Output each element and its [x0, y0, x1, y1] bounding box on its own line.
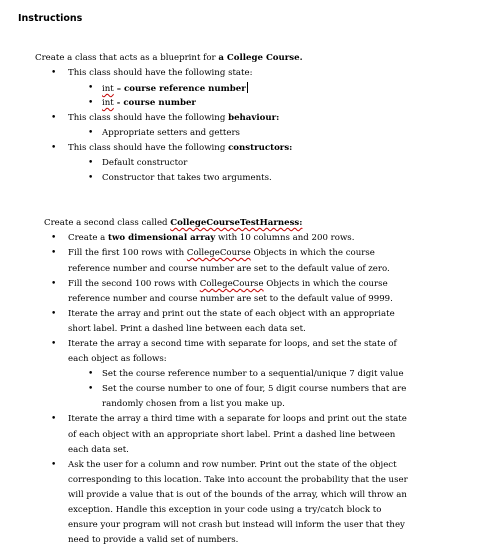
task-fill-second-line2: reference number and course number are set to the default value of 9999. — [68, 294, 393, 304]
bullet-icon: • — [51, 143, 57, 153]
bullet-icon: • — [51, 339, 57, 349]
bullet-icon: • — [88, 158, 94, 168]
task-fill-second-line1: Fill the second 100 rows with CollegeCourse Objects in which the course — [68, 279, 388, 289]
bullet-icon: • — [51, 233, 57, 243]
page-heading: Instructions — [18, 13, 83, 24]
bullet-icon: • — [88, 173, 94, 183]
task-iterate-set-line2: each object as follows: — [68, 354, 167, 364]
task-iterate-print-line1: Iterate the array and print out the state of each object with an appropriate — [68, 309, 395, 319]
bullet-icon: • — [51, 414, 57, 424]
task-create-array: Create a two dimensional array with 10 columns and 200 rows. — [68, 233, 355, 243]
text-cursor — [247, 82, 248, 93]
bullet-icon: • — [51, 460, 57, 470]
task-user-input-line2: corresponding to this location. Take into account the probability that the user — [68, 475, 408, 485]
behaviour-intro: This class should have the following behaviour: — [68, 113, 280, 123]
bullet-icon: • — [88, 384, 94, 394]
bullet-icon: • — [51, 113, 57, 123]
task-iterate-print-line2: short label. Print a dashed line between each data set. — [68, 324, 306, 334]
state-intro: This class should have the following state: — [68, 68, 253, 78]
task-user-input-line3: will provide a value that is out of the bounds of the array, which will throw an — [68, 490, 407, 500]
task-third-iteration-line3: each data set. — [68, 445, 129, 455]
subtask-ref-number: Set the course reference number to a sequential/unique 7 digit value — [102, 369, 404, 379]
bullet-icon: • — [88, 128, 94, 138]
behaviour-item: Appropriate setters and getters — [102, 128, 240, 138]
task-fill-first-line1: Fill the first 100 rows with CollegeCourse Objects in which the course — [68, 248, 375, 258]
bullet-icon: • — [51, 248, 57, 258]
subtask-course-number-line2: randomly chosen from a list you make up. — [102, 399, 285, 409]
class2-intro: Create a second class called CollegeCourseTestHarness: — [44, 218, 303, 228]
constructor-item-default: Default constructor — [102, 158, 188, 168]
subtask-course-number-line1: Set the course number to one of four, 5 digit course numbers that are — [102, 384, 407, 394]
bullet-icon: • — [51, 309, 57, 319]
bullet-icon: • — [88, 98, 94, 108]
task-third-iteration-line1: Iterate the array a third time with a separate for loops and print out the state — [68, 414, 407, 424]
state-item-course-number: int - course number — [102, 98, 196, 108]
task-user-input-line5: ensure your program will not crash but instead will inform the user that they — [68, 520, 405, 530]
task-user-input-line6: need to provide a valid set of numbers. — [68, 535, 239, 545]
task-user-input-line4: exception. Handle this exception in your code using a try/catch block to — [68, 505, 382, 515]
bullet-icon: • — [88, 369, 94, 379]
constructor-item-two-args: Constructor that takes two arguments. — [102, 173, 272, 183]
task-iterate-set-line1: Iterate the array a second time with separate for loops, and set the state of — [68, 339, 397, 349]
task-fill-first-line2: reference number and course number are set to the default value of zero. — [68, 264, 390, 274]
bullet-icon: • — [88, 83, 94, 93]
constructors-intro: This class should have the following constructors: — [68, 143, 293, 153]
class1-intro: Create a class that acts as a blueprint for a College Course. — [35, 53, 303, 63]
bullet-icon: • — [51, 68, 57, 78]
task-third-iteration-line2: of each object with an appropriate short label. Print a dashed line between — [68, 430, 396, 440]
state-item-ref-number: int – course reference number — [102, 84, 246, 94]
task-user-input-line1: Ask the user for a column and row number. Print out the state of the object — [68, 460, 397, 470]
bullet-icon: • — [51, 279, 57, 289]
